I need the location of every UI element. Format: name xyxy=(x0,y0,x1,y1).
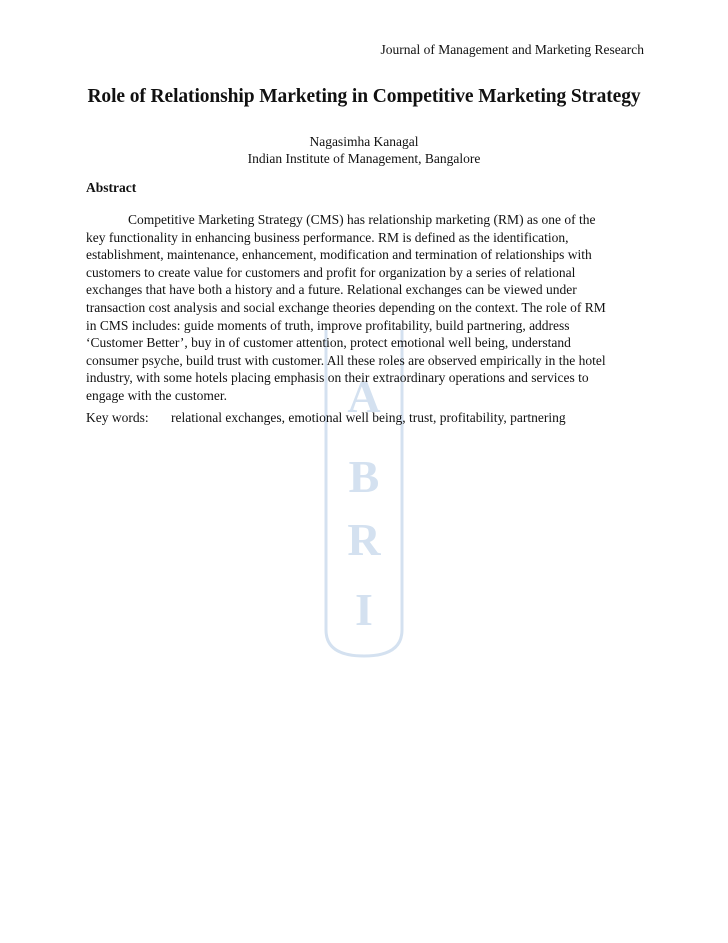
abstract-line: engage with the customer. xyxy=(86,387,227,403)
abstract-line: ‘Customer Better’, buy in of customer attention, protect emotional well being, understand xyxy=(86,335,571,351)
abstract-line: establishment, maintenance, enhancement, modification and termination of relationships with xyxy=(86,247,592,263)
paper-title: Role of Relationship Marketing in Competitive Marketing Strategy xyxy=(87,86,641,107)
author-affiliation: Indian Institute of Management, Bangalore xyxy=(247,151,481,166)
watermark-letter-i: I xyxy=(355,584,373,635)
abstract-line: key functionality in enhancing business performance. RM is defined as the identification, xyxy=(86,229,569,245)
abstract-line: exchanges that have both a history and a future. Relational exchanges can be viewed under xyxy=(86,282,577,298)
keywords-label: Key words: xyxy=(86,410,149,425)
abstract-line: customers to create value for customers and profit for organization by a series of relational xyxy=(86,264,576,280)
abstract-line: transaction cost analysis and social exchange theories depending on the context. The role of RM xyxy=(86,299,606,315)
author-name: Nagasimha Kanagal xyxy=(309,134,419,149)
journal-header: Journal of Management and Marketing Research xyxy=(380,42,644,57)
keywords-text: relational exchanges, emotional well being, trust, profitability, partnering xyxy=(171,410,566,425)
abstract-line: in CMS includes: guide moments of truth, improve profitability, build partnering, address xyxy=(86,317,570,333)
abstract-body xyxy=(86,211,646,405)
watermark-letter-b: B xyxy=(348,451,380,502)
abstract-line: Competitive Marketing Strategy (CMS) has relationship marketing (RM) as one of the xyxy=(128,212,596,227)
keywords xyxy=(86,410,566,426)
abstract-line: consumer psyche, build trust with customer. All these roles are observed empirically in the hotel xyxy=(86,352,606,368)
watermark-letter-a: A xyxy=(347,371,381,422)
watermark-letter-r: R xyxy=(347,514,381,565)
abstract-line: industry, with some hotels placing emphasis on their extraordinary operations and services to xyxy=(86,370,589,386)
abstract-heading: Abstract xyxy=(86,180,137,195)
